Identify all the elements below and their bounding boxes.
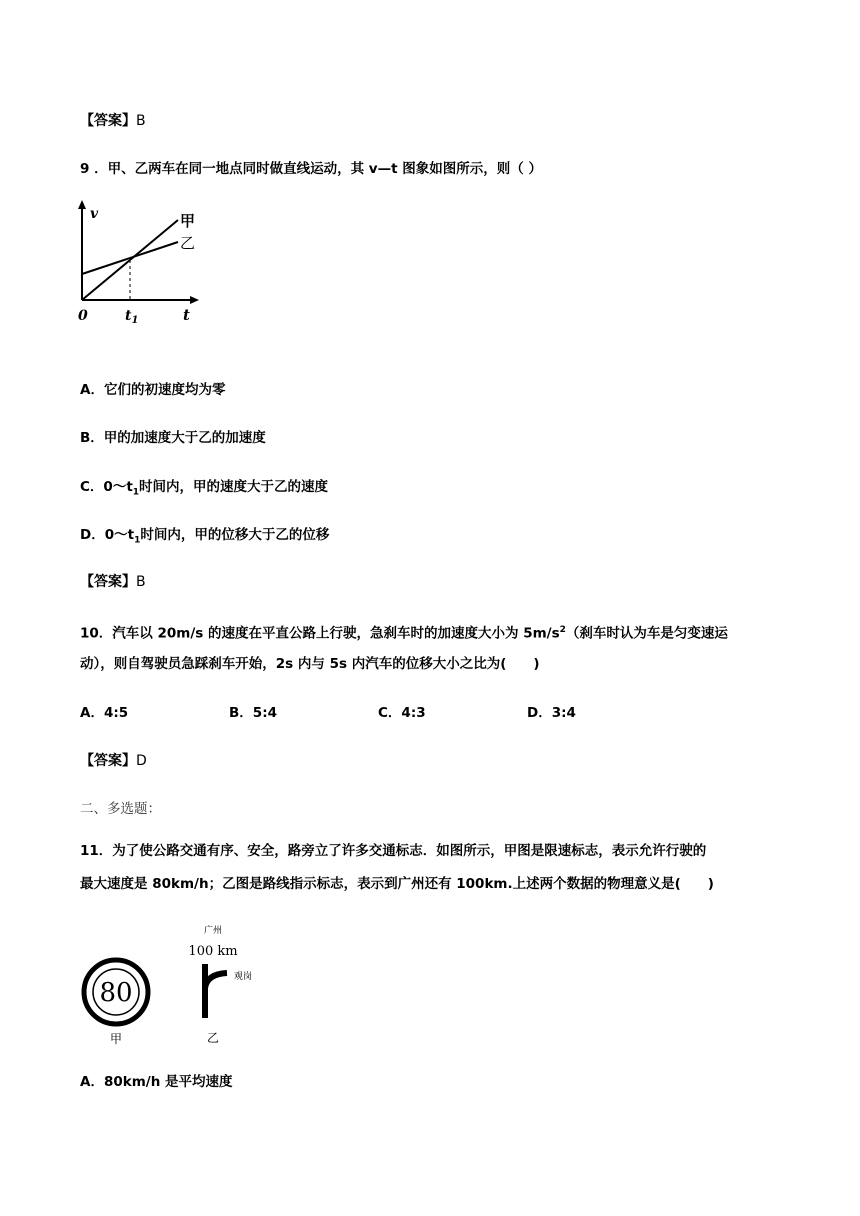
q9-option-b: B．甲的加速度大于乙的加速度 (80, 430, 266, 446)
route-sign-branch: 观岗 (233, 972, 253, 982)
route-sign (183, 918, 273, 1050)
y-axis-label: v (90, 206, 99, 222)
answer-q10: 【答案】D (80, 753, 147, 769)
line-yi-label: 乙 (180, 234, 196, 252)
route-sign-distance: 100 km (188, 944, 238, 959)
answer-value: B (136, 113, 146, 129)
q10-stem-line2: 动），则自驾驶员急踩刹车开始，2s 内与 5s 内汽车的位移大小之比为( ) (80, 656, 540, 672)
speed-limit-sign (80, 955, 155, 1050)
line-jia-label: 甲 (180, 212, 196, 230)
q11-option-a: A．80km/h 是平均速度 (80, 1074, 233, 1090)
q9-stem: 9 ．甲、乙两车在同一地点同时做直线运动，其 v—t 图象如图所示，则（ ） (80, 161, 542, 177)
q11-stem-line2: 最大速度是 80km/h；乙图是路线指示标志，表示到广州还有 100km.上述两个数据的物理意义是( ) (80, 876, 714, 892)
y-axis-arrow (78, 200, 86, 209)
x-axis-arrow (190, 296, 199, 304)
x-axis-label: t (183, 306, 190, 324)
q10-option-a: A．4:5 (80, 705, 129, 721)
sign-jia-caption: 甲 (109, 1032, 123, 1046)
origin-label: 0 (78, 308, 88, 324)
answer-q9: 【答案】B (80, 574, 146, 590)
q10-option-b: B．5:4 (229, 705, 277, 721)
answer-tag: 【答案】 (80, 113, 136, 129)
section-heading-multi-choice: 二、多选题： (80, 801, 161, 817)
q10-option-d: D．3:4 (527, 705, 576, 721)
route-sign-top-label: 广州 (203, 926, 223, 936)
q10-option-c: C．4:3 (378, 705, 426, 721)
sign-yi-caption: 乙 (206, 1031, 220, 1045)
line-yi (82, 242, 178, 274)
speed-limit-number: 80 (99, 978, 133, 1008)
t1-label: $t_1$ (125, 308, 139, 326)
q10-stem-line1: 10．汽车以 20m/s 的速度在平直公路上行驶，急刹车时的加速度大小为 $5m/s^2$（刹车时认为车是匀变速运 (80, 625, 728, 642)
q9-option-d: D．$0\sim t_1$时间内，甲的位移大于乙的位移 (80, 527, 330, 546)
answer-q8 (80, 111, 146, 131)
route-arrow (205, 964, 227, 1018)
q11-stem-line1: 11．为了使公路交通有序、安全，路旁立了许多交通标志．如图所示，甲图是限速标志，表示允许行驶的 (80, 843, 707, 859)
q9-option-a: A．它们的初速度均为零 (80, 382, 226, 398)
q9-option-c: C．$0\sim t_1$时间内，甲的速度大于乙的速度 (80, 479, 329, 498)
q9-vt-graph (70, 198, 210, 328)
